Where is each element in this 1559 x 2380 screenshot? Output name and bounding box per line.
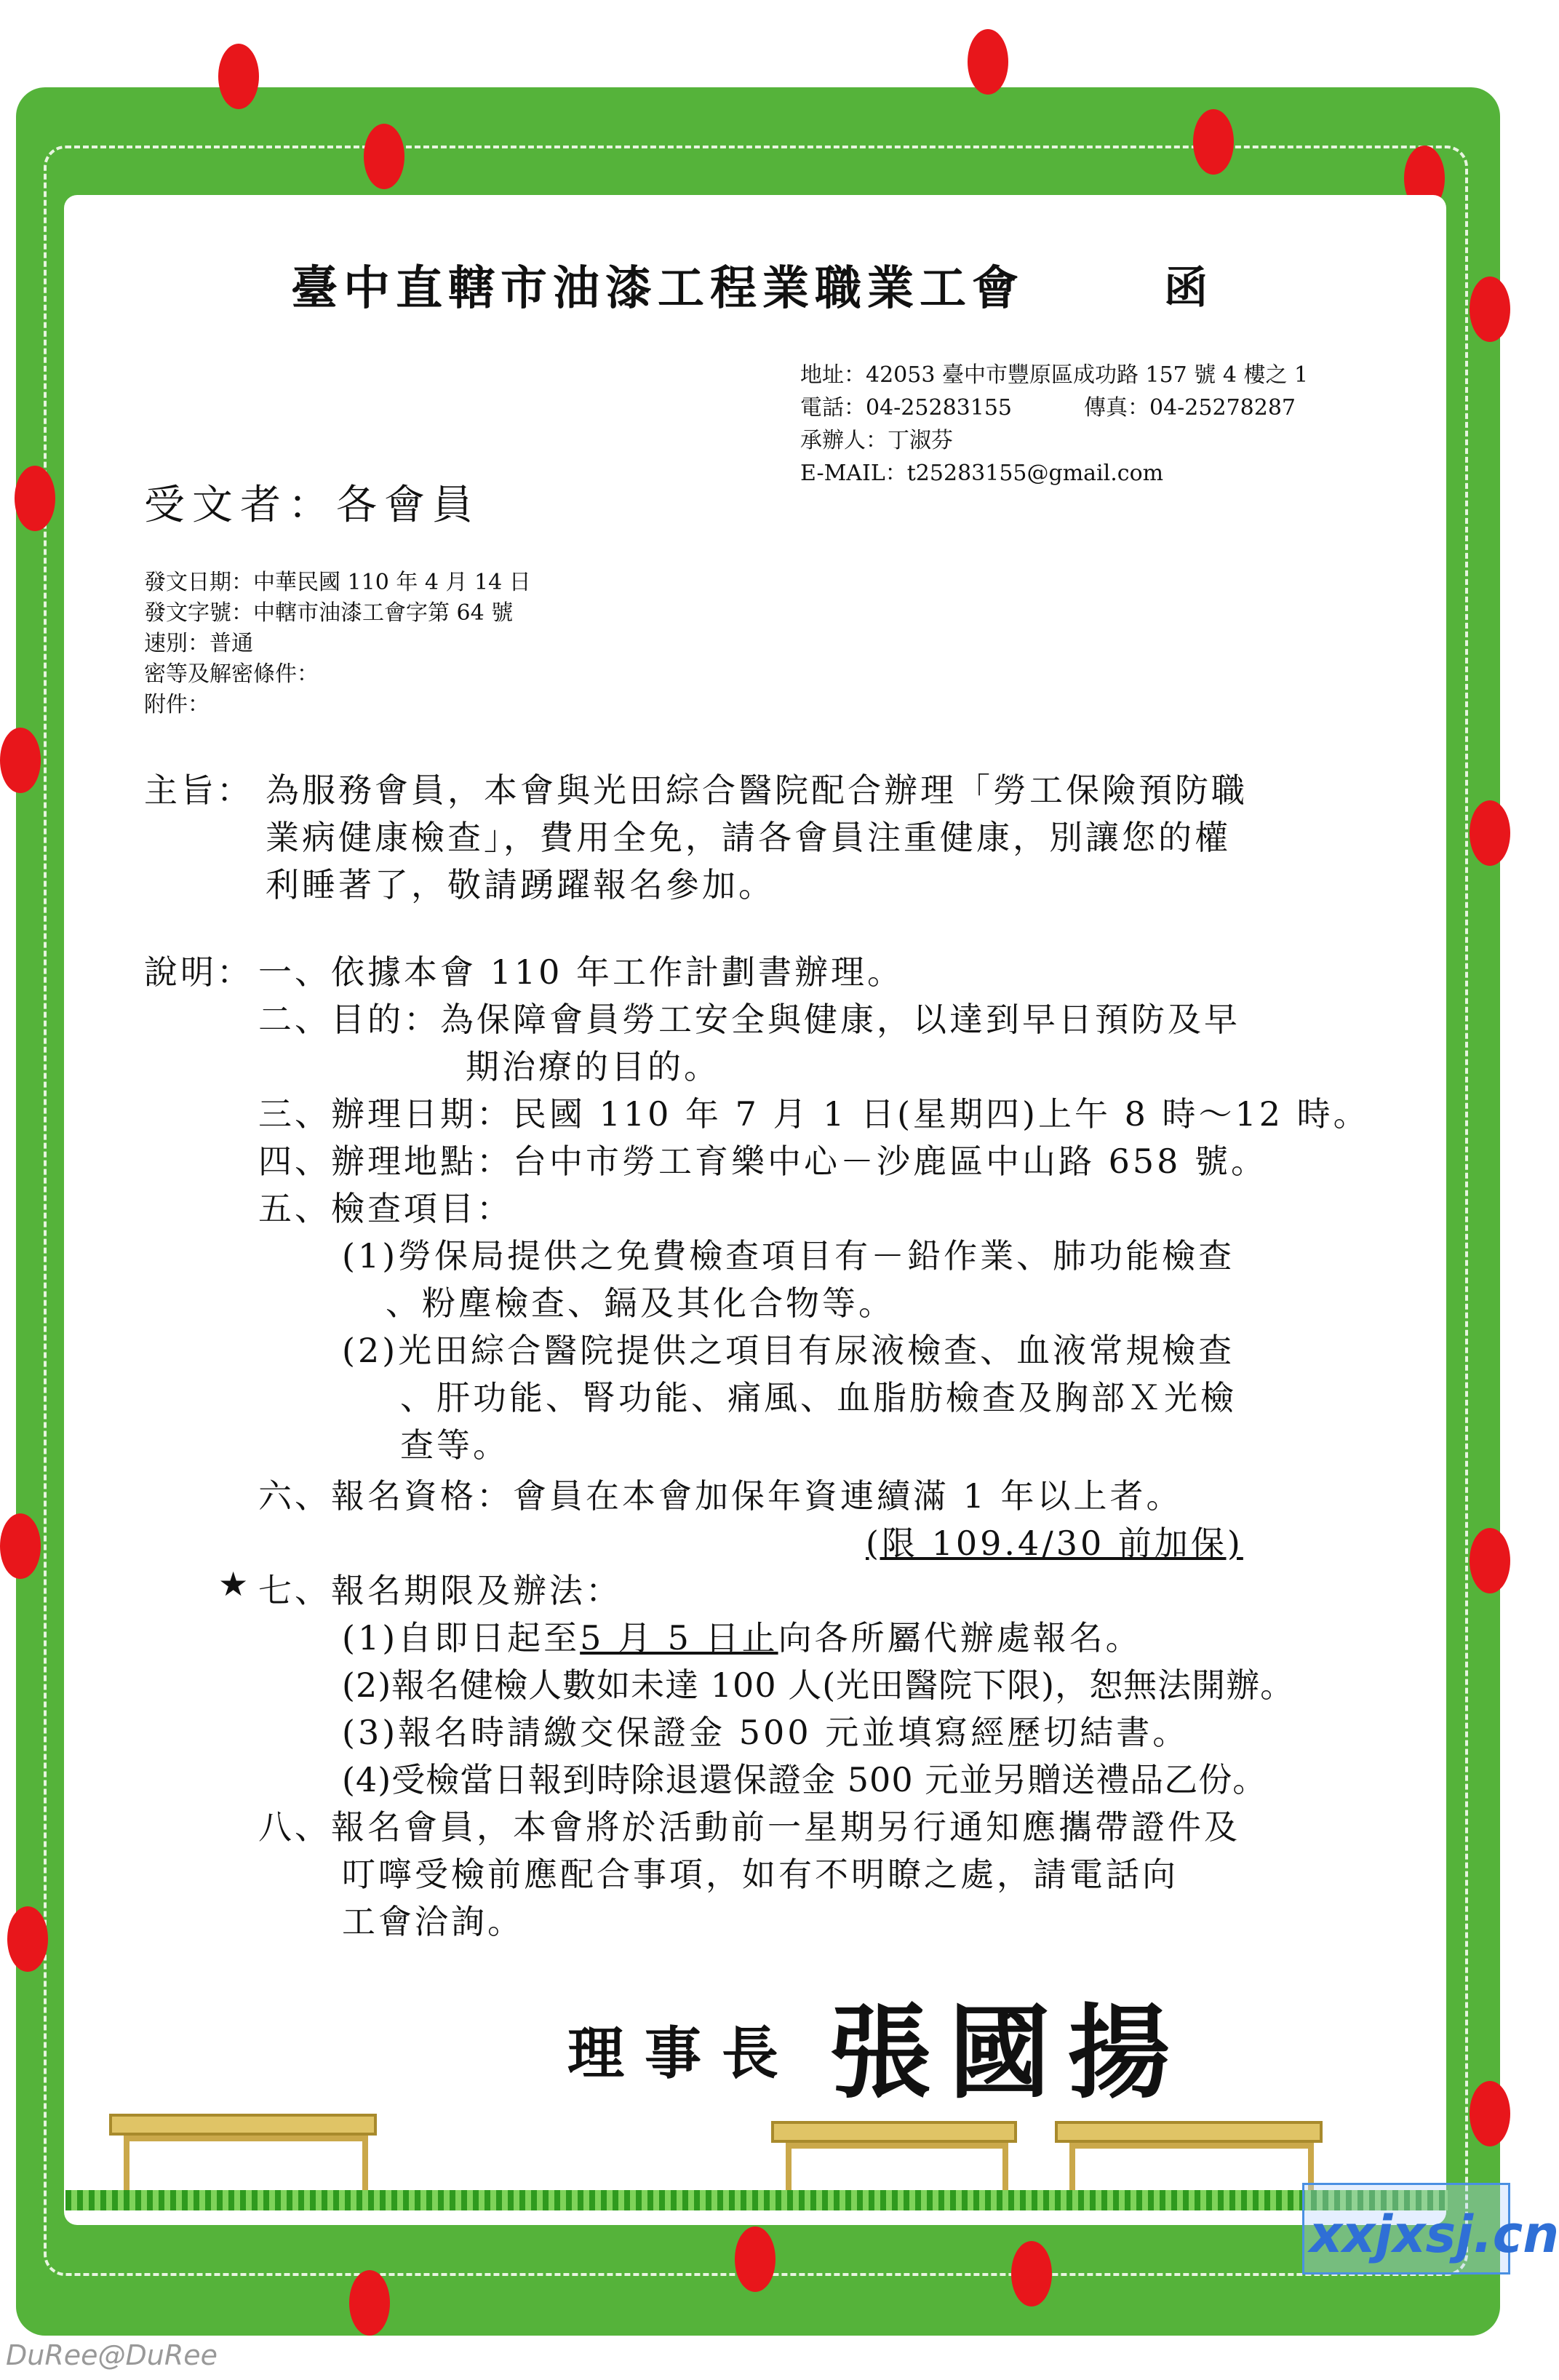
red-dot-decoration bbox=[15, 466, 55, 531]
recipient: 受文者：各會員 bbox=[144, 482, 480, 529]
red-dot-decoration bbox=[1470, 800, 1510, 866]
explanation-item-6: 六、報名資格：會員在本會加保年資連續滿 1 年以上者。 bbox=[258, 1476, 1183, 1516]
contact-handler: 承辦人：丁淑芬 bbox=[800, 428, 953, 453]
red-dot-decoration bbox=[364, 124, 404, 189]
attachment: 附件： bbox=[144, 692, 210, 717]
red-dot-decoration bbox=[0, 728, 41, 793]
red-dot-decoration bbox=[349, 2270, 390, 2336]
issue-number: 發文字號：中轄市油漆工會字第 64 號 bbox=[144, 600, 514, 626]
registration-item-4: (4)受檢當日報到時除退還保證金 500 元並另贈送禮品乙份。 bbox=[342, 1760, 1267, 1799]
red-dot-decoration bbox=[218, 44, 259, 109]
subject-line: 利睡著了，敬請踴躍報名參加。 bbox=[266, 865, 775, 904]
contact-fax: 傳真：04-25278287 bbox=[1084, 395, 1296, 421]
speed: 速別：普通 bbox=[144, 631, 253, 656]
bench-decoration bbox=[1055, 2121, 1323, 2143]
contact-email: E-MAIL：t25283155@gmail.com bbox=[800, 461, 1164, 486]
exam-item-2-cont: 、肝功能、腎功能、痛風、血脂肪檢查及胸部Ｘ光檢 bbox=[400, 1378, 1237, 1417]
registration-item-2: (2)報名健檢人數如未達 100 人(光田醫院下限)，恕無法開辦。 bbox=[342, 1665, 1295, 1705]
red-dot-decoration bbox=[968, 29, 1008, 95]
explanation-item-5: 五、檢查項目： bbox=[258, 1189, 513, 1228]
explanation-item-1: 一、依據本會 110 年工作計劃書辦理。 bbox=[258, 952, 904, 992]
explanation-item-8: 八、報名會員，本會將於活動前一星期另行通知應攜帶證件及 bbox=[258, 1807, 1240, 1847]
red-dot-decoration bbox=[0, 1513, 41, 1579]
issue-date: 發文日期：中華民國 110 年 4 月 14 日 bbox=[144, 570, 531, 595]
subject-label: 主旨： bbox=[144, 771, 253, 810]
red-dot-decoration bbox=[735, 2226, 775, 2292]
explanation-item-7: 七、報名期限及辦法： bbox=[258, 1571, 622, 1610]
red-dot-decoration bbox=[7, 1906, 48, 1972]
signature-title: 理事長 bbox=[567, 2021, 800, 2087]
star-icon: ★ bbox=[218, 1564, 252, 1604]
red-dot-decoration bbox=[1470, 2081, 1510, 2146]
contact-address: 地址：42053 臺中市豐原區成功路 157 號 4 樓之 1 bbox=[800, 362, 1309, 388]
exam-item-2: (2)光田綜合醫院提供之項目有尿液檢查、血液常規檢查 bbox=[342, 1331, 1235, 1370]
explanation-label: 說明： bbox=[144, 952, 253, 992]
registration-item-1-pre: (1)自即日起至 bbox=[342, 1618, 581, 1657]
eligibility-note: (限 109.4/30 前加保) bbox=[866, 1524, 1243, 1563]
registration-deadline: 5 月 5 日止 bbox=[580, 1618, 778, 1657]
watermark-site: xxjxsj.cn bbox=[1309, 2205, 1559, 2264]
registration-item-3: (3)報名時請繳交保證金 500 元並填寫經歷切結書。 bbox=[342, 1713, 1189, 1752]
red-dot-decoration bbox=[1470, 1528, 1510, 1593]
exam-item-1-cont: 、粉塵檢查、鎘及其化合物等。 bbox=[386, 1283, 895, 1323]
registration-item-1 bbox=[342, 1612, 1142, 1660]
union-title: 臺中直轄市油漆工程業職業工會 bbox=[291, 261, 1024, 316]
exam-item-1: (1)勞保局提供之免費檢查項目有－鉛作業、肺功能檢查 bbox=[342, 1236, 1235, 1275]
watermark-bottom: DuRee@DuRee bbox=[6, 2339, 218, 2371]
bench-decoration bbox=[771, 2121, 1017, 2143]
secrecy: 密等及解密條件： bbox=[144, 661, 319, 687]
explanation-item-8-cont: 叮嚀受檢前應配合事項，如有不明瞭之處，請電話向 bbox=[342, 1855, 1179, 1894]
explanation-item-2: 二、目的：為保障會員勞工安全與健康，以達到早日預防及早 bbox=[258, 1000, 1240, 1039]
bench-decoration bbox=[109, 2114, 377, 2136]
document-type: 函 bbox=[1164, 263, 1208, 314]
grass-decoration bbox=[65, 2190, 1448, 2210]
explanation-item-8-cont: 工會洽詢。 bbox=[342, 1902, 524, 1941]
explanation-item-3: 三、辦理日期：民國 110 年 7 月 1 日(星期四)上午 8 時～12 時。 bbox=[258, 1094, 1370, 1134]
red-dot-decoration bbox=[1011, 2241, 1052, 2307]
subject-line: 為服務會員，本會與光田綜合醫院配合辦理「勞工保險預防職 bbox=[266, 771, 1248, 810]
explanation-item-2-cont: 期治療的目的。 bbox=[466, 1047, 720, 1086]
registration-item-1-post: 向各所屬代辦處報名。 bbox=[778, 1618, 1142, 1657]
exam-item-2-cont: 查等。 bbox=[400, 1425, 509, 1465]
red-dot-decoration bbox=[1470, 276, 1510, 342]
explanation-item-4: 四、辦理地點：台中市勞工育樂中心－沙鹿區中山路 658 號。 bbox=[258, 1142, 1268, 1181]
subject-line: 業病健康檢查」，費用全免，請各會員注重健康，別讓您的權 bbox=[266, 818, 1231, 857]
red-dot-decoration bbox=[1193, 109, 1234, 175]
contact-phone: 電話：04-25283155 bbox=[800, 395, 1013, 421]
signature-name: 張國揚 bbox=[829, 1994, 1188, 2113]
